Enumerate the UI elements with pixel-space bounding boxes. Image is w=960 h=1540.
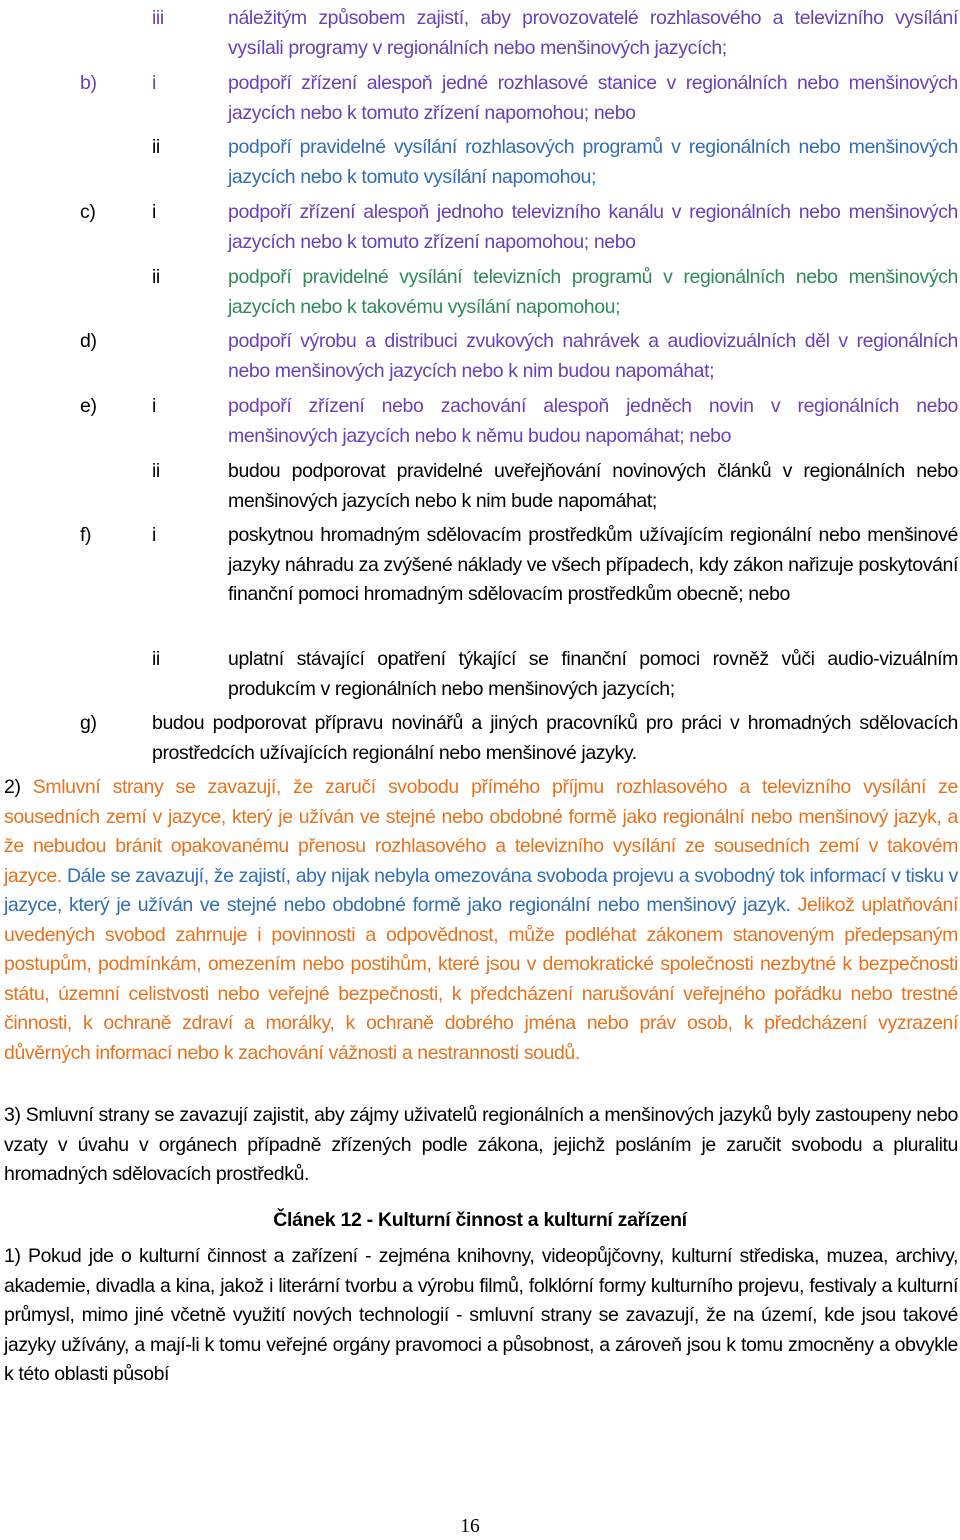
item-text: podpoří výrobu a distribuci zvukových nahrávek a audiovizuálních děl v regionálních nebo menšinových jazycích nebo k nim budou napomáhat; bbox=[228, 330, 958, 382]
item-label: d) bbox=[80, 330, 97, 352]
item-text: podpoří zřízení nebo zachování alespoň jedněch novin v regionálních nebo menšinových jazycích nebo k němu budou napomáhat; nebo bbox=[228, 395, 958, 447]
item-subnumber: ii bbox=[152, 648, 160, 670]
paragraph-4: 1) Pokud jde o kulturní činnost a zařízení - zejména knihovny, videopůjčovny, kulturní střediska, muzea, archivy, akademie, divadla a kina, jakož i literární tvorbu a výrobu filmů, folklórní formy kulturního projevu, festivaly a kulturní průmysl, mimo jiné včetně využití nových technologií - smluvní strany se zavazují, že na území, kde jsou takové jazyky užívány, a mají-li k tomu veřejné orgány pravomoci a působnost, a zároveň jsou k tomu zmocněny a obvykle k této oblasti působí bbox=[4, 1245, 958, 1385]
item-subnumber: ii bbox=[152, 266, 160, 288]
item-text: podpoří pravidelné vysílání televizních programů v regionálních nebo menšinových jazycích nebo k takovému vysílání napomohou; bbox=[228, 266, 958, 318]
item-subnumber: iii bbox=[152, 7, 164, 29]
item-text: budou podporovat přípravu novinářů a jiných pracovníků pro práci v hromadných sdělovacích prostředcích užívajících regionální nebo menšinové jazyky. bbox=[152, 712, 958, 764]
item-label: c) bbox=[80, 201, 96, 223]
paragraph-number: 2) bbox=[4, 776, 21, 798]
item-text: poskytnou hromadným sdělovacím prostředkům užívajícím regionální nebo menšinové jazyky náhradu za zvýšené náklady ve všech případech, kdy zákon nařizuje poskytování finanční pomoci hromadným sdělovacím prostředkům obecně; nebo bbox=[228, 524, 958, 605]
item-text: budou podporovat pravidelné uveřejňování novinových článků v regionálních nebo menšinových jazycích nebo k nim bude napomáhat; bbox=[228, 460, 958, 512]
item-label: g) bbox=[80, 712, 97, 734]
item-text: podpoří pravidelné vysílání rozhlasových programů v regionálních nebo menšinových jazycích nebo k tomuto vysílání napomohou; bbox=[228, 136, 958, 188]
item-subnumber: i bbox=[152, 201, 156, 223]
paragraph-text: Jelikož uplatňování uvedených svobod zahrnuje i povinnosti a odpovědnost, může podléhat zákonem stanoveným předepsaným postupům, podmínkám, omezením nebo postihům, které jsou v demokratické společnosti nezbytné k bezpečnosti státu, územní celistvosti nebo veřejné bezpečnosti, k předcházení narušování veřejného pořádku nebo trestné činnosti, k ochraně zdraví a morálky, k ochraně dobrého jména nebo práv osob, k předcházení vyzrazení důvěrných informací nebo k zachování vážnosti a nestrannosti soudů. bbox=[4, 894, 958, 1064]
item-subnumber: ii bbox=[152, 136, 160, 158]
item-text: podpoří zřízení alespoň jedné rozhlasové stanice v regionálních nebo menšinových jazycích nebo k tomuto zřízení napomohou; nebo bbox=[228, 72, 958, 124]
item-subnumber: i bbox=[152, 524, 156, 546]
item-text: náležitým způsobem zajistí, aby provozovatelé rozhlasového a televizního vysílání vysílali programy v regionálních nebo menšinových jazycích; bbox=[228, 7, 958, 59]
paragraph-text: Dále se zavazují, že zajistí, aby nijak nebyla omezována svoboda projevu a svobodný tok informací v tisku v jazyce, který je užíván ve stejné nebo obdobné formě jako regionální nebo menšinový jazyk. bbox=[4, 864, 958, 916]
item-subnumber: i bbox=[152, 395, 156, 417]
item-text: uplatní stávající opatření týkající se finanční pomoci rovněž vůči audio-vizuálním produkcím v regionálních nebo menšinových jazycích; bbox=[228, 648, 958, 700]
item-label: e) bbox=[80, 395, 97, 417]
paragraph-3: 3) Smluvní strany se zavazují zajistit, aby zájmy uživatelů regionálních a menšinových jazyků byly zastoupeny nebo vzaty v úvahu v orgánech případně zřízených podle zákona, jejichž posláním je zaručit svobodu a pluralitu hromadných sdělovacích prostředků. bbox=[4, 1104, 958, 1185]
paragraph-text: Smluvní strany se zavazují, že zaručí svobodu přímého příjmu rozhlasového a televizního vysílání ze sousedních zemí v jazyce, který je užíván ve stejné nebo obdobné formě jako regionální nebo menšinový jazyk, a že nebudou bránit opakovanému přenosu rozhlasového a televizního vysílání ze sousedních zemí v takovém jazyce. bbox=[4, 776, 958, 887]
item-label: b) bbox=[80, 72, 97, 94]
section-heading: Článek 12 - Kulturní činnost a kulturní zařízení bbox=[273, 1209, 687, 1231]
page-number: 16 bbox=[460, 1516, 480, 1537]
paragraph-2 bbox=[4, 773, 958, 1068]
item-subnumber: ii bbox=[152, 460, 160, 482]
item-label: f) bbox=[80, 524, 92, 546]
item-text: podpoří zřízení alespoň jednoho televizního kanálu v regionálních nebo menšinových jazycích nebo k tomuto zřízení napomohou; nebo bbox=[228, 201, 958, 253]
item-subnumber: i bbox=[152, 72, 156, 94]
